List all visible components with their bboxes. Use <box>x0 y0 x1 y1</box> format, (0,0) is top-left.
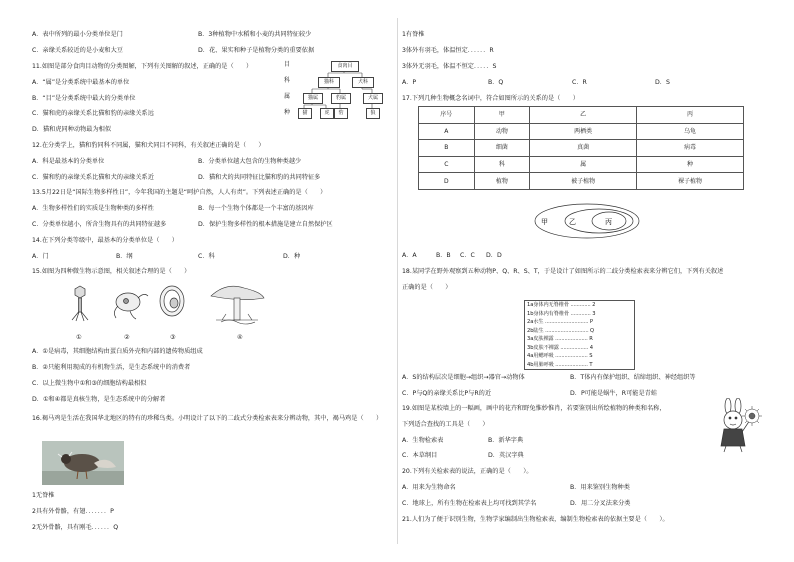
q15-label-2: ② <box>124 334 130 341</box>
q20-stem: 20.下列有关检索表的说法，正确的是（ ）。 <box>402 468 533 475</box>
table-cell: B <box>419 140 475 157</box>
q15-option-a: A．①是病毒，其细胞结构由蛋白质外壳和内部的遗传物质组成 <box>32 348 203 355</box>
order-node: 食肉目 <box>331 61 359 72</box>
q18-option-b: B．T体内有保护组织、结缔组织、神经组织等 <box>570 374 696 381</box>
table-row <box>419 156 744 173</box>
q19-option-b: B．新华字典 <box>488 437 524 444</box>
table-header: 丙 <box>637 107 744 124</box>
q15-stem: 15.如图为四种微生物示意图，相关叙述合理的是（ ） <box>32 268 191 275</box>
table-header: 乙 <box>530 107 637 124</box>
table-cell: 动物 <box>474 123 530 140</box>
q19-option-a: A．生物检索表 <box>402 437 444 444</box>
key-row: 4a用鳃呼吸 ..................... S <box>527 353 593 359</box>
q15-label-4: ④ <box>237 334 243 341</box>
q20-option-d: D．用二分叉法来分类 <box>570 500 631 507</box>
species-node-tiger: 虎 <box>320 108 334 119</box>
q12-option-b: B．分类单位越大包含的生物种类越少 <box>198 158 302 165</box>
key-row: 1b身体内有脊椎骨 ............. 3 <box>527 310 596 317</box>
q15-option-c: C．以上微生物中①和③的细胞结构最相似 <box>32 380 147 387</box>
q10-option-d: D．花、果实和种子是植物分类的重要依据 <box>198 47 315 54</box>
key-row: 2a水生 ............................ P <box>527 319 593 325</box>
table-cell: 真菌 <box>530 140 637 157</box>
q11-stem: 11.如图是部分食肉目动物的分类图解，下列有关图解的叙述，正确的是（ ） <box>32 63 253 70</box>
q16-option-b: B．Q <box>488 79 504 86</box>
q14-option-c: C．科 <box>198 253 215 260</box>
venn-label-yi: 乙 <box>569 218 576 226</box>
q15-option-b: B．②只能利用现成的有机物生活，是生态系统中的消费者 <box>32 364 191 371</box>
q10-option-b: B．3种植物中水稻和小麦的共同特征较少 <box>198 31 312 38</box>
q13-option-b: B．每一个生物个体都是一个丰富的基因库 <box>198 205 314 212</box>
yeast-figure <box>160 286 184 316</box>
q13-stem: 13.5月22日是“国际生物多样性日”，今年我国的主题是“呵护自然，人人有责”。下列表述正确的是（ ） <box>32 189 327 196</box>
dichotomous-key-box <box>524 300 635 370</box>
genus-node-felis: 猫属 <box>303 93 323 104</box>
genus-node-canis: 犬属 <box>363 93 383 104</box>
q19-option-c: C．本草纲目 <box>402 452 438 459</box>
key-row: 2b陆生 ............................ Q <box>527 327 595 334</box>
table-cell: A <box>419 123 475 140</box>
q19-option-d: D．英汉字典 <box>488 452 524 459</box>
table-cell: 被子植物 <box>530 173 637 190</box>
q14-option-b: B．纲 <box>116 253 133 260</box>
sunflower-icon <box>742 406 762 426</box>
q16-key-6: 3体外无羽毛，体温不恒定．．．．．S <box>402 63 497 70</box>
q18-stem-line2: 正确的是（ ） <box>402 284 452 291</box>
table-cell: C <box>419 156 475 173</box>
key-row: 1a身体内无脊椎骨 ............. 2 <box>527 302 596 308</box>
q18-option-d: D．P可能是蜗牛，R可能是青蛙 <box>570 390 658 397</box>
q17-stem: 17.下列几种生物概念名词中，符合如图所示的关系的是（ ） <box>402 95 579 102</box>
q16-key-4: 1有脊椎 <box>402 31 425 38</box>
q20-option-c: C．地球上，所有生物在检索表上均可找到其学名 <box>402 500 537 507</box>
q16-stem: 16.褐马鸡是生活在我国华北地区的特有的珍稀鸟类。小明设计了以下的二歧式分类检索表来分辨动物，其中，褐马鸡是（ ） <box>32 415 383 422</box>
table-header: 序号 <box>419 107 475 124</box>
table-row <box>419 123 744 140</box>
q18-stem-line1: 18.某同学在野外观察到五种动物P、Q、R、S、T，于是设计了如图所示的二歧分类检索表来分辨它们，下列有关叙述 <box>402 268 724 275</box>
family-node-cat: 猫科 <box>318 77 340 88</box>
table-cell: 种 <box>637 156 744 173</box>
q12-option-a: A．科是最基本的分类单位 <box>32 158 105 165</box>
q13-option-a: A．生物多样性们的实质是生物种类的多样性 <box>32 205 154 212</box>
brown-eared-pheasant-photo <box>42 441 124 485</box>
q19-stem-line2: 下列适合查找的工具是（ ） <box>402 421 489 428</box>
rank-family-label: 科 <box>284 77 291 84</box>
q21-stem: 21.人们为了便于识别生物，生物学家编制出生物检索表，编制生物检索表的依据主要是（ ）。 <box>402 516 669 523</box>
q16-option-d: D．S <box>655 79 670 86</box>
table-cell: 两栖类 <box>530 123 637 140</box>
microbes-illustration <box>66 284 276 334</box>
venn-label-jia: 甲 <box>541 218 548 226</box>
table-cell: 植物 <box>474 173 530 190</box>
q10-option-a: A．表中所列的最小分类单位是门 <box>32 31 123 38</box>
rank-species-label: 种 <box>284 109 291 116</box>
bacteriophage-figure <box>72 286 88 321</box>
table-row <box>419 140 744 157</box>
mushroom-figure <box>211 286 264 324</box>
q14-stem: 14.在下列分类等级中，最基本的分类单位是（ ） <box>32 237 178 244</box>
q17-option-c: C．C <box>460 252 475 259</box>
q16-key-2: 2具有外骨骼，有翅．．．．．．．P <box>32 508 114 515</box>
key-row: 3a皮肤裸露 ..................... R <box>527 336 593 342</box>
q14-option-d: D．种 <box>283 253 301 260</box>
q20-option-a: A．用来为生物命名 <box>402 484 456 491</box>
table-cell: 病毒 <box>637 140 744 157</box>
column-divider <box>397 18 398 544</box>
species-node-cat: 猫 <box>298 108 312 119</box>
table-cell: 科 <box>474 156 530 173</box>
species-node-leopard: 豹 <box>334 108 348 119</box>
genus-node-panthera: 豹属 <box>331 93 351 104</box>
key-row: 4b用肺呼吸 ..................... T <box>527 361 593 368</box>
table-cell: 属 <box>530 156 637 173</box>
table-header-row <box>419 107 744 124</box>
q16-option-c: C．R <box>572 79 587 86</box>
nested-ellipse-diagram <box>533 202 641 240</box>
table-cell: D <box>419 173 475 190</box>
family-node-dog: 犬科 <box>352 77 374 88</box>
q11-option-d: D．猫和虎同种动物最为相似 <box>32 126 112 133</box>
q12-option-c: C．猫和豹的亲缘关系比猫和犬的亲缘关系近 <box>32 174 154 181</box>
q17-table <box>418 106 744 190</box>
table-header: 甲 <box>474 107 530 124</box>
rabbit-flower-illustration <box>712 398 762 454</box>
rank-genus-label: 属 <box>284 93 291 100</box>
rank-order-label: 目 <box>284 61 291 68</box>
q16-option-a: A．P <box>402 79 417 86</box>
q15-label-3: ③ <box>170 334 176 341</box>
table-row <box>419 173 744 190</box>
q17-option-a: A．A <box>402 252 417 259</box>
q12-option-d: D．猫和犬的共同特征比猫和豹的共同特征多 <box>198 174 321 181</box>
q20-option-b: B．用来鉴别生物种类 <box>570 484 630 491</box>
q18-option-c: C．P与Q的亲缘关系比P与R的近 <box>402 390 492 397</box>
q15-option-d: D．①和④都是真核生物，是生态系统中的分解者 <box>32 396 166 403</box>
q16-key-5: 3体外有羽毛，体温恒定．．．．．．R <box>402 47 494 54</box>
table-cell: 裸子植物 <box>637 173 744 190</box>
q17-option-d: D．D <box>486 252 502 259</box>
carnivora-hierarchy-diagram <box>284 60 394 120</box>
venn-label-bing: 丙 <box>605 218 612 226</box>
q10-option-c: C．亲缘关系较近的是小麦和大豆 <box>32 47 123 54</box>
table-cell: 乌龟 <box>637 123 744 140</box>
q13-option-c: C．分类单位越小，所含生物具有的共同特征越多 <box>32 221 167 228</box>
q11-option-a: A．“属”是分类系统中最基本的单位 <box>32 79 130 86</box>
key-row: 3b皮肤不裸露 .................. 4 <box>527 344 594 351</box>
q19-stem-line1: 19.如图是某校墙上的一幅画，画中的花卉和野兔惟妙惟肖，若要鉴别出所绘植物的种类和名称， <box>402 405 666 412</box>
q18-option-a: A．S的结构层次是细胞→组织→器官→动物体 <box>402 374 525 381</box>
q13-option-d: D．保护生物多样性的根本措施是建立自然保护区 <box>198 221 333 228</box>
q11-option-c: C．猫和虎的亲缘关系比猫和豹的亲缘关系远 <box>32 110 154 117</box>
q17-option-b: B．B <box>436 252 451 259</box>
bacterium-figure <box>114 293 148 319</box>
q14-option-a: A．门 <box>32 253 49 260</box>
species-node-wolf: 狼 <box>366 108 380 119</box>
q16-key-1: 1无脊椎 <box>32 492 55 499</box>
q16-key-3: 2无外骨骼，具有刚毛．．．．．．Q <box>32 524 119 531</box>
q11-option-b: B．“目”是分类系统中最大的分类单位 <box>32 95 136 102</box>
q12-stem: 12.在分类学上，猫和豹同科不同属，猫和犬同目不同科，有关叙述正确的是（ ） <box>32 142 265 149</box>
q15-label-1: ① <box>76 334 82 341</box>
table-cell: 细菌 <box>474 140 530 157</box>
